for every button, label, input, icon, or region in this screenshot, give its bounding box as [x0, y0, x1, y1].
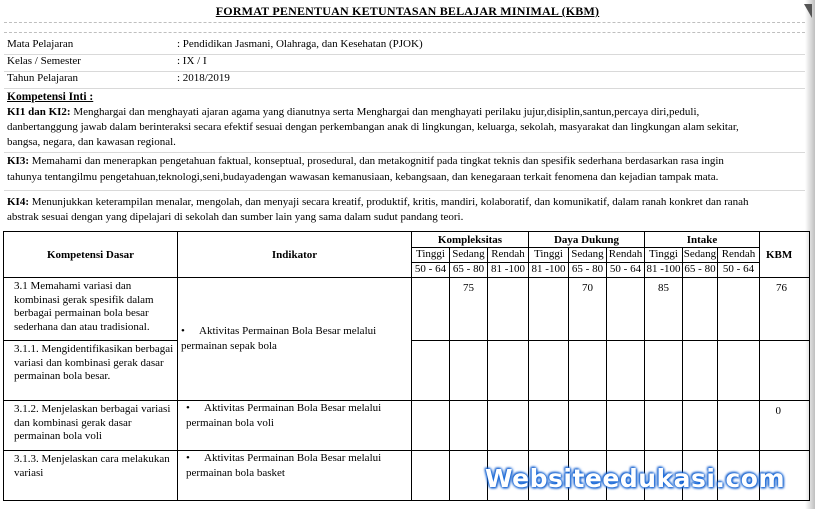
range-cell: 81 -100 — [488, 263, 529, 278]
divider — [4, 190, 805, 191]
value-cell — [760, 341, 810, 401]
ki12-label: KI1 dan KI2: — [7, 106, 71, 118]
value-cell — [529, 341, 569, 401]
value-cell — [412, 401, 450, 451]
value-cell — [412, 341, 450, 401]
ki3-line2: tahunya tentangilmu pengetahuan,teknologi,seni,budayadengan wawasan kemanusiaan, kebangsaan, dan kenegaraan terkait fenomena dan kejadian tampak mata. — [7, 171, 719, 183]
value-cell — [718, 401, 760, 451]
indikator-text: Aktivitas Permainan Bola Besar melalui permainan sepak bola — [181, 325, 377, 352]
header-daya-dukung: Daya Dukung — [529, 232, 645, 248]
value-cell — [645, 341, 683, 401]
sub-rendah: Rendah — [718, 248, 760, 263]
sub-sedang: Sedang — [450, 248, 488, 263]
info-label-tahun: Tahun Pelajaran — [7, 72, 79, 84]
value-cell — [718, 341, 760, 401]
info-label-mapel: Mata Pelajaran — [7, 38, 74, 50]
table-row — [4, 401, 810, 451]
ki12-line2: danbertanggung jawab dalam berinteraksi secara efektif sesuai dengan perkembangan anak di lingkungan, keluarga, sekolah, masyarakat dan lingkungan alam sekitar, — [7, 121, 739, 133]
ki3-label: KI3: — [7, 155, 29, 167]
divider — [4, 22, 805, 23]
value-cell — [569, 341, 607, 401]
divider — [4, 152, 805, 153]
range-cell: 50 - 64 — [412, 263, 450, 278]
table-row — [4, 278, 810, 341]
range-cell: 81 -100 — [529, 263, 569, 278]
value-cell — [412, 278, 450, 341]
page-curl-icon — [804, 4, 812, 18]
sub-rendah: Rendah — [607, 248, 645, 263]
kbm-table — [3, 231, 810, 501]
value-cell — [450, 451, 488, 501]
value-cell — [718, 278, 760, 341]
daya-dukung-value: 70 — [569, 278, 607, 341]
intake-value: 85 — [645, 278, 683, 341]
kompleksitas-value: 75 — [450, 278, 488, 341]
value-cell — [683, 341, 718, 401]
range-cell: 65 - 80 — [450, 263, 488, 278]
bullet-icon: • — [186, 402, 190, 414]
divider — [4, 88, 805, 89]
sub-rendah: Rendah — [488, 248, 529, 263]
value-cell — [645, 401, 683, 451]
header-kompleksitas: Kompleksitas — [412, 232, 529, 248]
sub-tinggi: Tinggi — [645, 248, 683, 263]
ki3-line1 — [7, 154, 805, 169]
indikator-cell — [178, 278, 412, 401]
ki12-line3: bangsa, negara, dan kawasan regional. — [7, 136, 176, 148]
info-value-tahun: : 2018/2019 — [177, 72, 230, 84]
ki3-text1: Memahami dan menerapkan pengetahuan faktual, konseptual, prosedural, dan metakognitif pada tingkat teknis dan spesifik sederhana berdasarkan rasa ingin — [29, 155, 724, 167]
header-intake: Intake — [645, 232, 760, 248]
ki4-line1 — [7, 195, 805, 210]
divider — [4, 54, 805, 55]
value-cell — [488, 341, 529, 401]
sub-sedang: Sedang — [569, 248, 607, 263]
header-kompetensi-dasar: Kompetensi Dasar — [4, 232, 178, 278]
indikator-text: Aktivitas Permainan Bola Besar melalui permainan bola voli — [186, 402, 382, 429]
value-cell — [529, 401, 569, 451]
value-cell — [450, 341, 488, 401]
value-cell — [607, 401, 645, 451]
header-indikator: Indikator — [178, 232, 412, 278]
ki4-line2: abstrak sesuai dengan yang dipelajari di sekolah dan sumber lain yang sama dalam sudut pandang teori. — [7, 211, 464, 223]
info-value-kelas: : IX / I — [177, 55, 207, 67]
value-cell — [488, 278, 529, 341]
kompetensi-inti-heading: Kompetensi Inti : — [7, 91, 94, 103]
value-cell — [450, 401, 488, 451]
bullet-icon: • — [181, 325, 185, 337]
indikator-cell — [178, 401, 412, 451]
document-title: FORMAT PENENTUAN KETUNTASAN BELAJAR MINIMAL (KBM) — [215, 4, 600, 18]
sub-sedang: Sedang — [683, 248, 718, 263]
ki4-label: KI4: — [7, 196, 29, 208]
value-cell — [488, 401, 529, 451]
value-cell — [412, 451, 450, 501]
kbm-value: 76 — [760, 278, 810, 341]
range-cell: 50 - 64 — [718, 263, 760, 278]
value-cell — [683, 401, 718, 451]
info-label-kelas: Kelas / Semester — [7, 55, 81, 67]
info-value-mapel: : Pendidikan Jasmani, Olahraga, dan Kesehatan (PJOK) — [177, 38, 423, 50]
sub-tinggi: Tinggi — [529, 248, 569, 263]
bullet-icon: • — [186, 452, 190, 464]
value-cell — [607, 341, 645, 401]
header-kbm: KBM — [760, 232, 810, 278]
value-cell — [683, 278, 718, 341]
value-cell — [607, 278, 645, 341]
ki12-text1: Menghargai dan menghayati ajaran agama yang dianutnya serta Menghargai dan menghayati perilaku jujur,disiplin,santun,percaya diri,peduli, — [70, 106, 700, 118]
range-cell: 65 - 80 — [683, 263, 718, 278]
indikator-text: Aktivitas Permainan Bola Besar melalui permainan bola basket — [186, 452, 382, 479]
kd-cell: 3.1.1. Mengidentifikasikan berbagai variasi dan kombinasi gerak dasar permainan bola besar. — [4, 341, 178, 401]
watermark: Websiteedukasi.com — [484, 464, 785, 493]
ki4-text1: Menunjukkan keterampilan menalar, mengolah, dan menyaji secara kreatif, produktif, kritis, mandiri, kolaboratif, dan komunikatif, dalam ranah konkret dan ranah — [29, 196, 749, 208]
range-cell: 81 -100 — [645, 263, 683, 278]
divider — [4, 71, 805, 72]
kd-cell: 3.1 Memahami variasi dan kombinasi gerak spesifik dalam berbagai permainan bola besar sederhana dan atau tradisional. — [4, 278, 178, 341]
range-cell: 50 - 64 — [607, 263, 645, 278]
divider — [4, 32, 805, 33]
page-edge-shadow — [805, 0, 815, 509]
kd-cell: 3.1.3. Menjelaskan cara melakukan variasi — [4, 451, 178, 501]
sub-tinggi: Tinggi — [412, 248, 450, 263]
kd-cell: 3.1.2. Menjelaskan berbagai variasi dan kombinasi gerak dasar permainan bola voli — [4, 401, 178, 451]
indikator-cell — [178, 451, 412, 501]
kbm-value: 0 — [760, 401, 810, 451]
value-cell — [529, 278, 569, 341]
range-cell: 65 - 80 — [569, 263, 607, 278]
value-cell — [569, 401, 607, 451]
ki12-line1 — [7, 105, 805, 120]
